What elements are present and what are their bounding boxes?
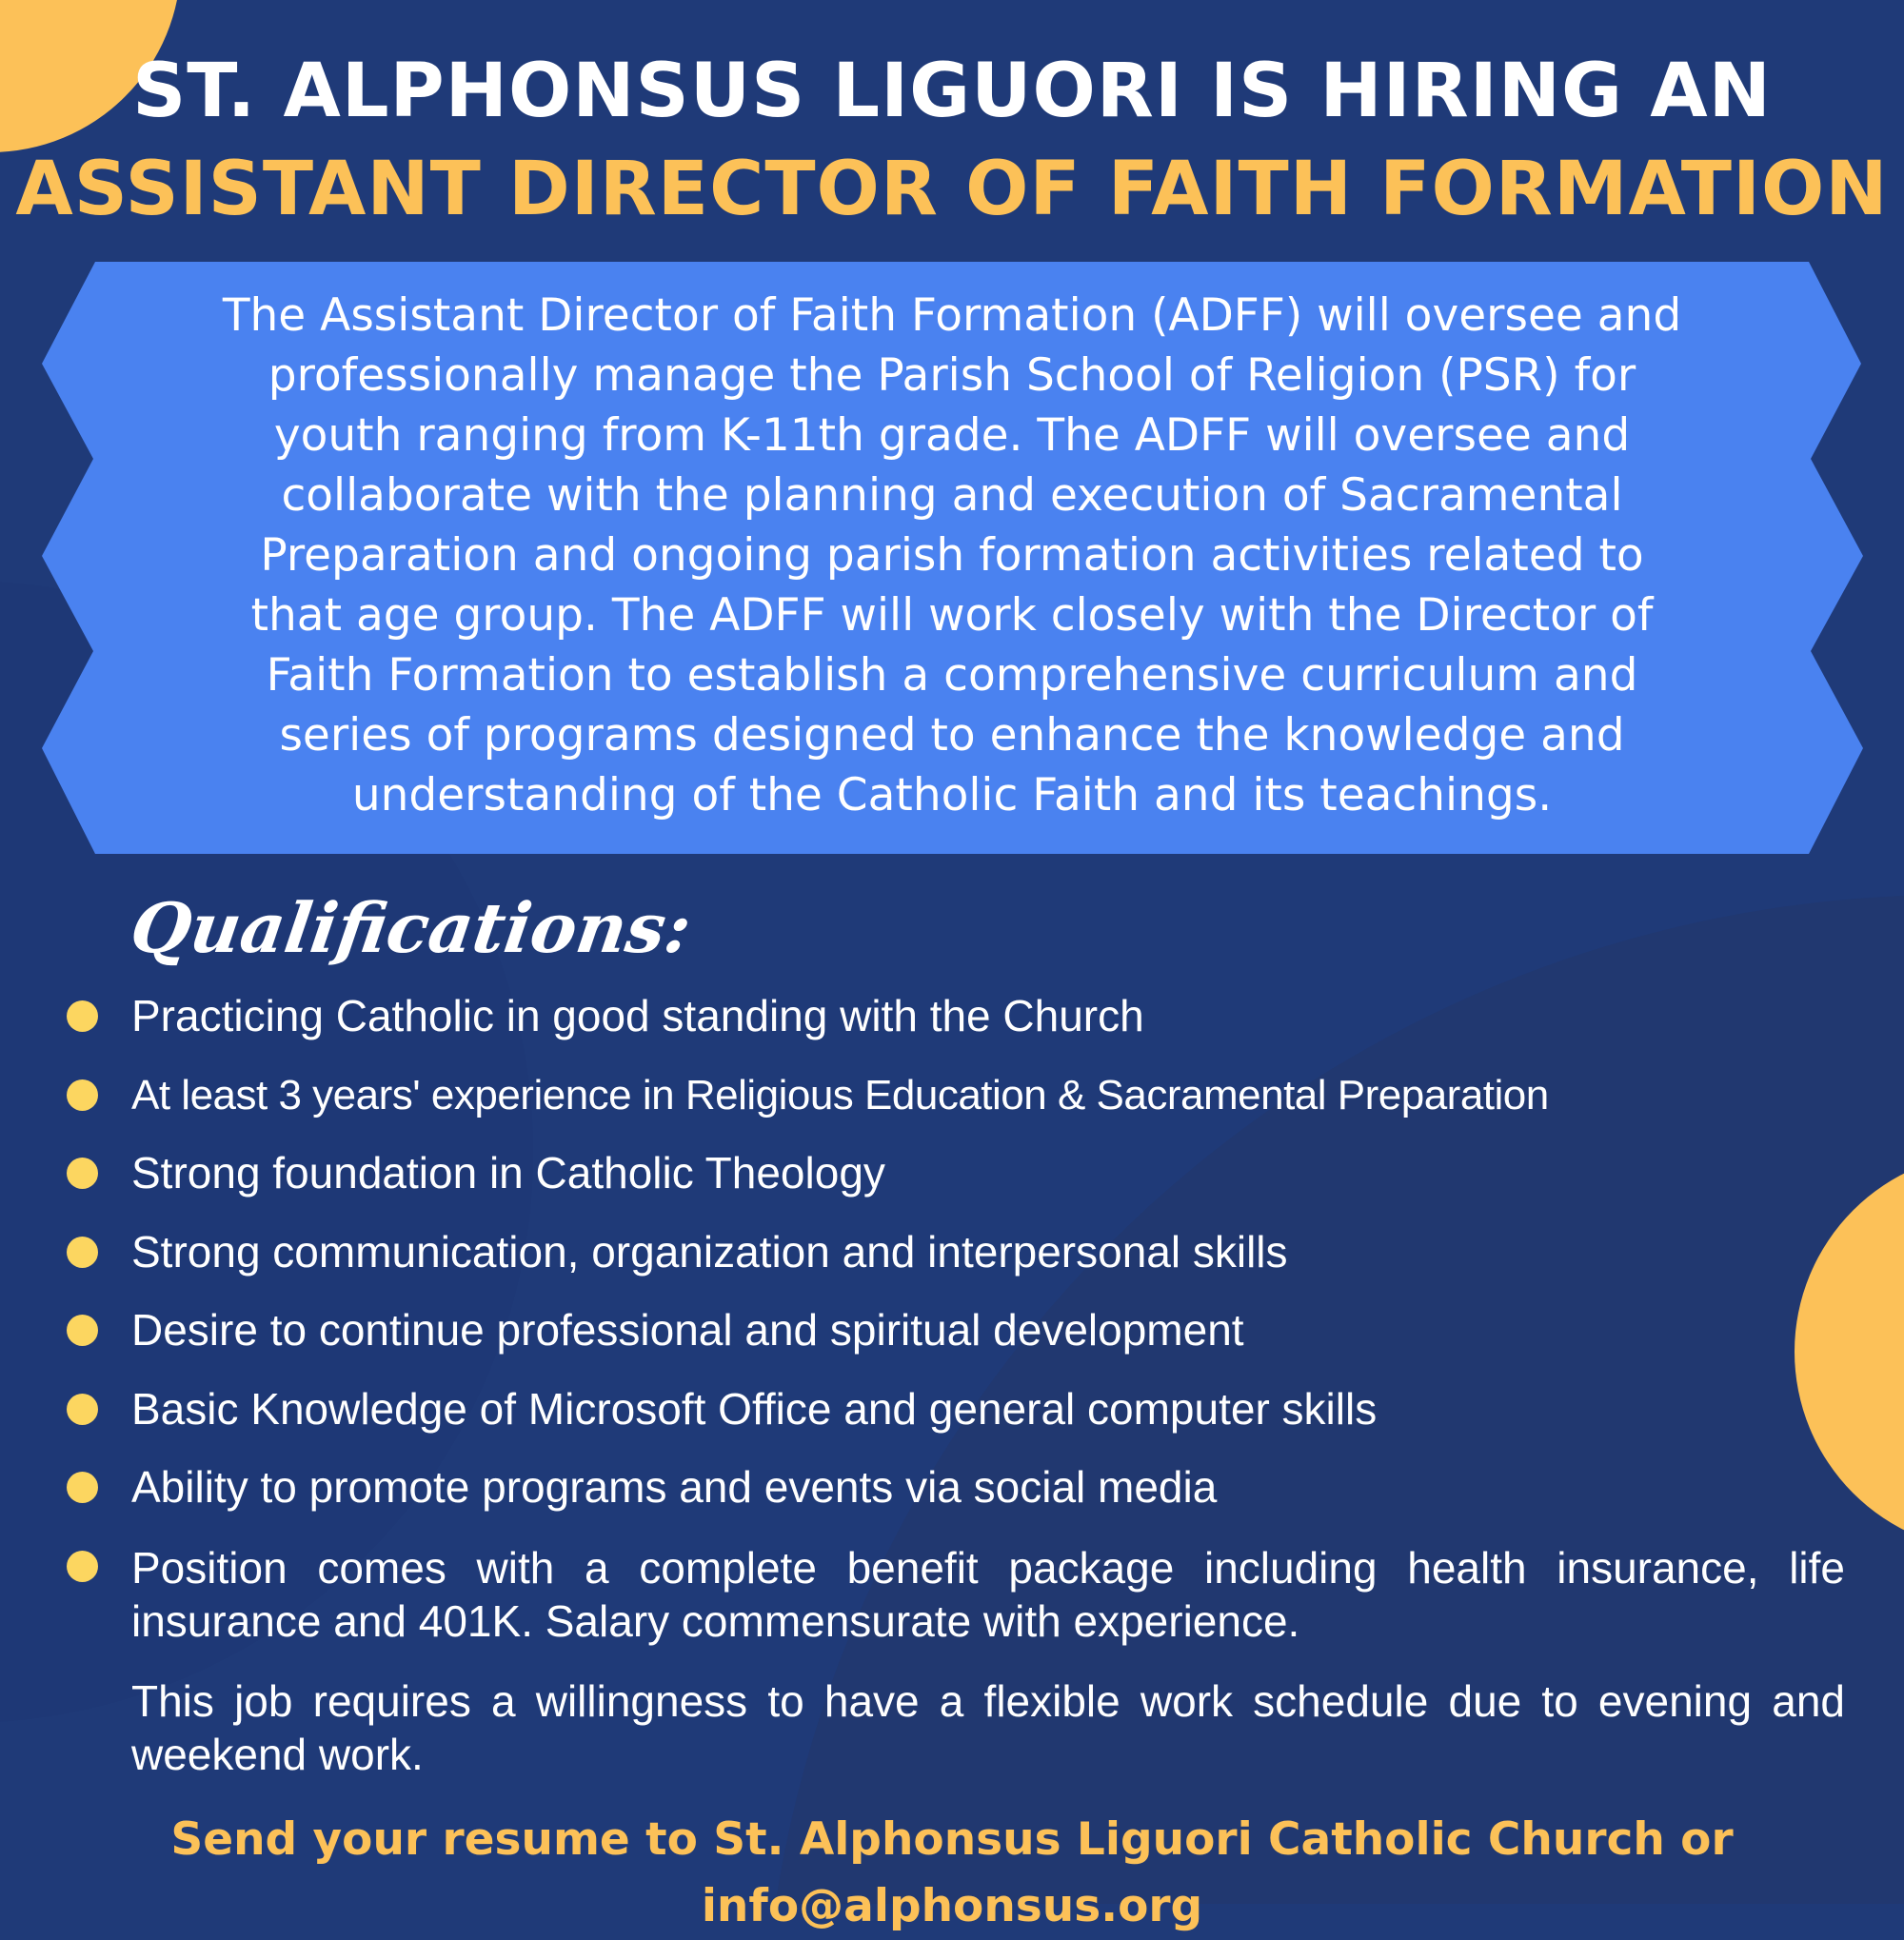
list-item xyxy=(67,1217,1875,1283)
qualification-text: Basic Knowledge of Microsoft Office and general computer skills xyxy=(131,1384,1378,1434)
description-line: Preparation and ongoing parish formation activities related to xyxy=(260,529,1644,582)
qualification-text: At least 3 years' experience in Religious Education & Sacramental Preparation xyxy=(131,1072,1549,1118)
bullet-icon xyxy=(67,1079,98,1111)
title-position: ASSISTANT DIRECTOR OF FAITH FORMATION xyxy=(15,147,1889,232)
list-item xyxy=(67,1138,1875,1204)
description-line: professionally manage the Parish School of Religion (PSR) for xyxy=(268,349,1636,402)
contact-footer: Send your resume to St. Alphonsus Liguori Catholic Church or info@alphonsus.org xyxy=(170,1813,1734,1932)
list-item xyxy=(67,1374,1875,1440)
description-text xyxy=(133,286,1771,825)
bullet-icon xyxy=(67,1000,98,1032)
benefits-text: Position comes with a complete benefit package including health insurance, life insurance and 401K. Salary commensurate with experience. xyxy=(131,1543,1845,1646)
qualification-text: Ability to promote programs and events via social media xyxy=(131,1462,1218,1512)
bullet-icon xyxy=(67,1394,98,1425)
bullet-icon xyxy=(67,1472,98,1503)
list-item xyxy=(67,1295,1875,1361)
qualification-text: Strong communication, organization and interpersonal skills xyxy=(131,1227,1288,1277)
description-line: that age group. The ADFF will work closely with the Director of xyxy=(250,589,1654,642)
bullet-icon xyxy=(67,1237,98,1268)
description-line: youth ranging from K-11th grade. The ADFF will oversee and xyxy=(273,409,1631,462)
description-line: Faith Formation to establish a comprehensive curriculum and xyxy=(266,649,1638,702)
bullet-icon xyxy=(67,1158,98,1189)
title-hiring: ST. ALPHONSUS LIGUORI IS HIRING AN xyxy=(132,49,1772,134)
qualification-text: Desire to continue professional and spiritual development xyxy=(131,1305,1244,1355)
bullet-icon xyxy=(67,1551,98,1582)
qualifications-heading: Qualifications: xyxy=(126,887,697,968)
description-line: collaborate with the planning and execution of Sacramental xyxy=(281,469,1623,522)
qualification-text: Practicing Catholic in good standing with the Church xyxy=(131,991,1144,1040)
qualification-text: Strong foundation in Catholic Theology xyxy=(131,1148,885,1198)
description-line: The Assistant Director of Faith Formation (ADFF) will oversee and xyxy=(222,289,1682,342)
bullet-icon xyxy=(67,1315,98,1346)
description-line: series of programs designed to enhance the knowledge and xyxy=(279,709,1625,762)
list-item xyxy=(67,1059,1875,1126)
description-line: understanding of the Catholic Faith and its teachings. xyxy=(351,769,1553,822)
schedule-text: This job requires a willingness to have a flexible work schedule due to evening and weekend work. xyxy=(131,1676,1845,1779)
list-item xyxy=(67,980,1875,1047)
list-item xyxy=(67,1452,1875,1518)
